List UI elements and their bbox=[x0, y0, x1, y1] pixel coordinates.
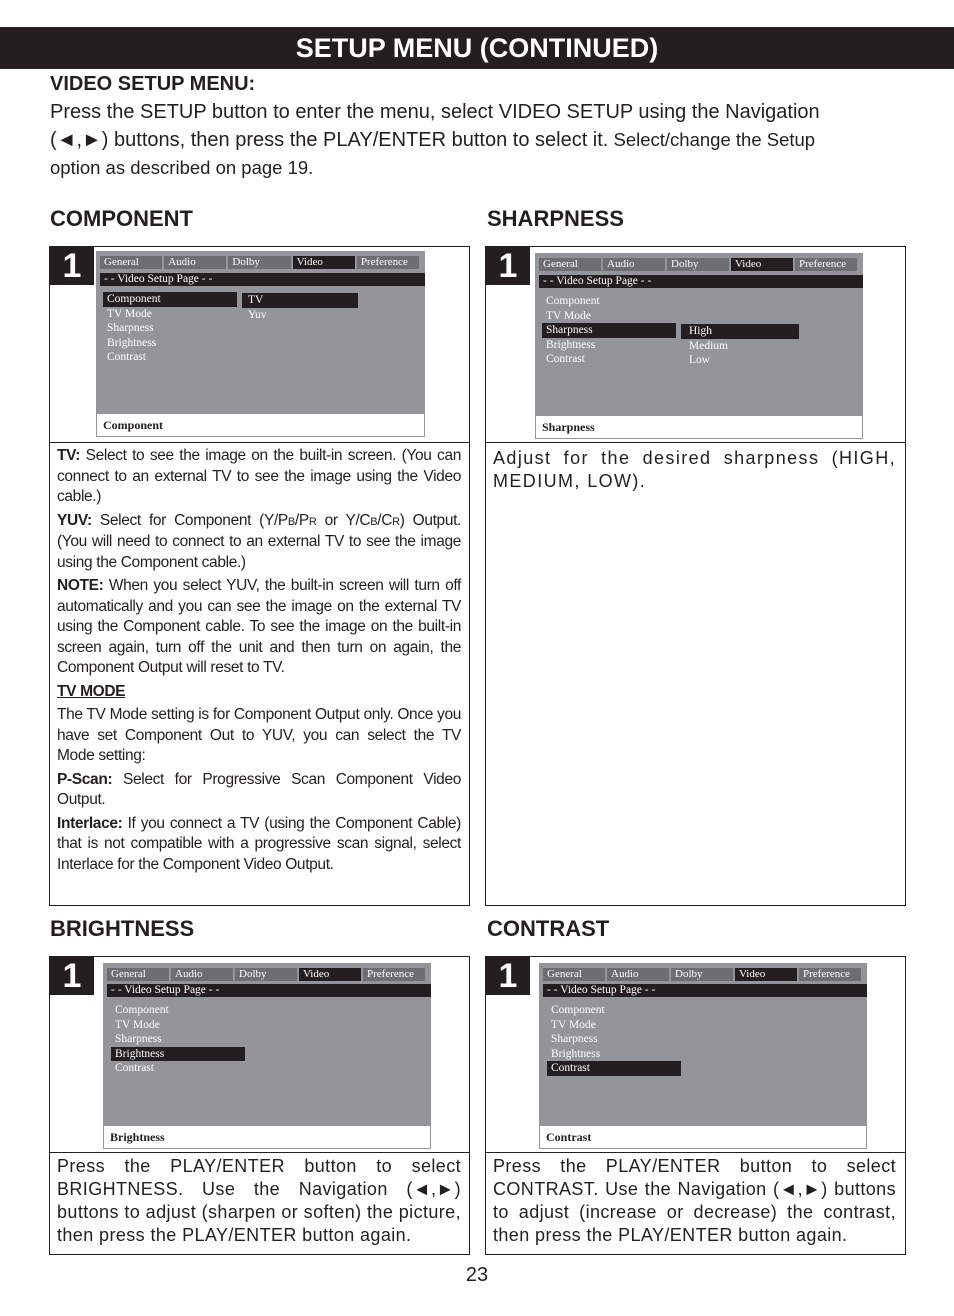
menu-item-contrast[interactable]: Contrast bbox=[115, 1062, 154, 1074]
yuv-text-b: /P bbox=[294, 511, 309, 529]
note-text: When you select YUV, the built-in screen will turn off automatically and you can see the image on the external TV using the Component cable. To see the image on the built-in screen again, turn off the unit and then turn on again, the Component Output will reset to TV. bbox=[57, 577, 461, 676]
interlace-paragraph bbox=[57, 814, 461, 876]
step-number: 1 bbox=[50, 247, 94, 285]
brightness-description: Press the PLAY/ENTER button to select BRIGHTNESS. Use the Navigation (◄,►) buttons to adjust (sharpen or soften) the picture, then press the PLAY/ENTER button again. bbox=[57, 1156, 461, 1245]
tab-general[interactable]: General bbox=[107, 968, 171, 981]
status-bar: Sharpness bbox=[535, 415, 863, 439]
option-medium[interactable]: Medium bbox=[689, 339, 728, 352]
tab-general[interactable]: General bbox=[100, 256, 164, 269]
tab-video[interactable]: Video bbox=[735, 968, 799, 981]
yuv-sub-1: B bbox=[287, 515, 295, 528]
option-high[interactable]: High bbox=[681, 324, 799, 339]
component-description bbox=[57, 446, 461, 878]
yuv-text-e: ) Output. (You will need to connect to an external TV to see the image using the Component cable.) bbox=[57, 511, 461, 571]
tab-preference[interactable]: Preference bbox=[799, 968, 863, 981]
pscan-paragraph bbox=[57, 770, 461, 811]
menu-items bbox=[547, 1003, 681, 1076]
menu-item-component[interactable]: Component bbox=[546, 295, 600, 307]
contrast-heading: CONTRAST bbox=[487, 916, 610, 941]
tv-paragraph bbox=[57, 446, 461, 508]
sharpness-description: Adjust for the desired sharpness (HIGH, MEDIUM, LOW). bbox=[493, 448, 896, 491]
pscan-text: Select for Progressive Scan Component Video Output. bbox=[57, 770, 461, 808]
tab-audio[interactable]: Audio bbox=[603, 258, 667, 271]
option-low[interactable]: Low bbox=[689, 354, 711, 366]
menu-items bbox=[542, 294, 676, 367]
menu-tabs bbox=[539, 258, 859, 271]
tab-audio[interactable]: Audio bbox=[164, 256, 228, 269]
menu-item-tv-mode[interactable]: TV Mode bbox=[107, 307, 152, 320]
menu-item-brightness[interactable]: Brightness bbox=[546, 338, 596, 351]
component-heading: COMPONENT bbox=[50, 206, 193, 231]
tab-preference[interactable]: Preference bbox=[795, 258, 859, 271]
menu-tabs bbox=[543, 968, 863, 981]
contrast-description: Press the PLAY/ENTER button to select CONTRAST. Use the Navigation (◄,►) buttons to adjust (increase or decrease) the contrast, then press the PLAY/ENTER button again. bbox=[493, 1156, 896, 1245]
status-bar: Contrast bbox=[539, 1125, 867, 1149]
step-number: 1 bbox=[486, 957, 530, 995]
intro-line-2b: Select/change the Setup bbox=[608, 129, 816, 150]
sharpness-options bbox=[681, 324, 799, 368]
tab-dolby[interactable]: Dolby bbox=[228, 256, 292, 269]
tab-dolby[interactable]: Dolby bbox=[235, 968, 299, 981]
yuv-sub-4: R bbox=[392, 515, 400, 528]
option-tv[interactable]: TV bbox=[242, 293, 358, 308]
tv-mode-heading bbox=[57, 682, 461, 703]
status-bar: Brightness bbox=[103, 1125, 431, 1149]
step-number: 1 bbox=[50, 957, 94, 995]
tab-general[interactable]: General bbox=[539, 258, 603, 271]
tv-label: TV: bbox=[57, 447, 81, 464]
menu-tabs bbox=[100, 256, 421, 269]
menu-item-component[interactable]: Component bbox=[551, 1004, 605, 1016]
menu-item-sharpness[interactable]: Sharpness bbox=[542, 323, 676, 338]
menu-item-component[interactable]: Component bbox=[103, 292, 237, 307]
brightness-menu-screen bbox=[103, 963, 431, 1149]
intro-line-3: option as described on page 19. bbox=[50, 157, 314, 178]
interlace-label: Interlace: bbox=[57, 814, 123, 832]
tab-audio[interactable]: Audio bbox=[607, 968, 671, 981]
component-options bbox=[242, 293, 358, 322]
menu-item-tv-mode[interactable]: TV Mode bbox=[551, 1018, 596, 1031]
note-paragraph bbox=[57, 576, 461, 679]
menu-item-contrast[interactable]: Contrast bbox=[546, 353, 585, 365]
step-number: 1 bbox=[486, 247, 530, 285]
page-number: 23 bbox=[465, 1264, 489, 1286]
menu-item-contrast[interactable]: Contrast bbox=[547, 1061, 681, 1076]
yuv-text-c: or Y/C bbox=[316, 511, 371, 529]
status-bar: Component bbox=[96, 413, 425, 437]
menu-items bbox=[111, 1003, 245, 1076]
yuv-sub-3: B bbox=[370, 515, 378, 528]
menu-item-contrast[interactable]: Contrast bbox=[107, 351, 146, 363]
menu-item-tv-mode[interactable]: TV Mode bbox=[115, 1018, 160, 1031]
tab-preference[interactable]: Preference bbox=[357, 256, 421, 269]
yuv-label: YUV: bbox=[57, 511, 92, 529]
sharpness-description-box bbox=[485, 442, 906, 906]
yuv-text-d: /C bbox=[377, 511, 393, 529]
menu-item-brightness[interactable]: Brightness bbox=[111, 1047, 245, 1062]
tab-dolby[interactable]: Dolby bbox=[671, 968, 735, 981]
component-menu-screen bbox=[96, 251, 425, 437]
menu-item-brightness[interactable]: Brightness bbox=[551, 1047, 601, 1060]
video-setup-heading: VIDEO SETUP MENU: bbox=[50, 73, 256, 95]
brightness-heading: BRIGHTNESS bbox=[50, 916, 195, 941]
tv-mode-heading-text: TV MODE bbox=[57, 682, 126, 700]
tab-general[interactable]: General bbox=[543, 968, 607, 981]
tab-audio[interactable]: Audio bbox=[171, 968, 235, 981]
sharpness-heading: SHARPNESS bbox=[487, 206, 624, 231]
intro-line-2 bbox=[50, 126, 910, 154]
intro-line-2a: (◄,►) buttons, then press the PLAY/ENTER button to select it. bbox=[50, 129, 609, 151]
tab-video[interactable]: Video bbox=[299, 968, 363, 981]
video-setup-page-bar: - - Video Setup Page - - bbox=[107, 984, 431, 997]
menu-item-sharpness[interactable]: Sharpness bbox=[107, 322, 154, 334]
menu-items bbox=[103, 292, 237, 365]
page-title-banner: SETUP MENU (CONTINUED) bbox=[0, 27, 954, 69]
yuv-text-a: Select for Component (Y/P bbox=[91, 511, 288, 529]
intro-line-1: Press the SETUP button to enter the menu, select VIDEO SETUP using the Navigation bbox=[50, 101, 820, 123]
intro-text bbox=[50, 99, 910, 181]
pscan-label: P-Scan: bbox=[57, 770, 113, 788]
video-setup-page-bar: - - Video Setup Page - - bbox=[543, 984, 867, 997]
video-setup-page-bar: - - Video Setup Page - - bbox=[539, 275, 863, 288]
menu-item-brightness[interactable]: Brightness bbox=[107, 336, 157, 349]
tab-video[interactable]: Video bbox=[731, 258, 795, 271]
note-label: NOTE: bbox=[57, 577, 104, 594]
interlace-text: If you connect a TV (using the Component Cable) that is not compatible with a progressive scan signal, select Interlace for the Component Video Output. bbox=[57, 814, 461, 873]
option-yuv[interactable]: Yuv bbox=[248, 308, 267, 321]
tab-preference[interactable]: Preference bbox=[363, 968, 427, 981]
menu-item-sharpness[interactable]: Sharpness bbox=[115, 1033, 162, 1045]
yuv-paragraph bbox=[57, 511, 461, 574]
tv-mode-paragraph: The TV Mode setting is for Component Output only. Once you have set Component Out to YUV, you can select the TV Mode setting: bbox=[57, 706, 461, 764]
tv-text: Select to see the image on the built-in screen. (You can connect to an external TV to see the image using the Video cable.) bbox=[57, 447, 461, 505]
sharpness-menu-screen bbox=[535, 253, 863, 439]
video-setup-page-bar: - - Video Setup Page - - bbox=[100, 273, 425, 286]
menu-item-component[interactable]: Component bbox=[115, 1004, 169, 1016]
contrast-menu-screen bbox=[539, 963, 867, 1149]
menu-tabs bbox=[107, 968, 427, 981]
tab-dolby[interactable]: Dolby bbox=[667, 258, 731, 271]
menu-item-sharpness[interactable]: Sharpness bbox=[551, 1033, 598, 1045]
tab-video[interactable]: Video bbox=[293, 256, 357, 269]
menu-item-tv-mode[interactable]: TV Mode bbox=[546, 309, 591, 322]
yuv-sub-2: R bbox=[308, 515, 317, 528]
